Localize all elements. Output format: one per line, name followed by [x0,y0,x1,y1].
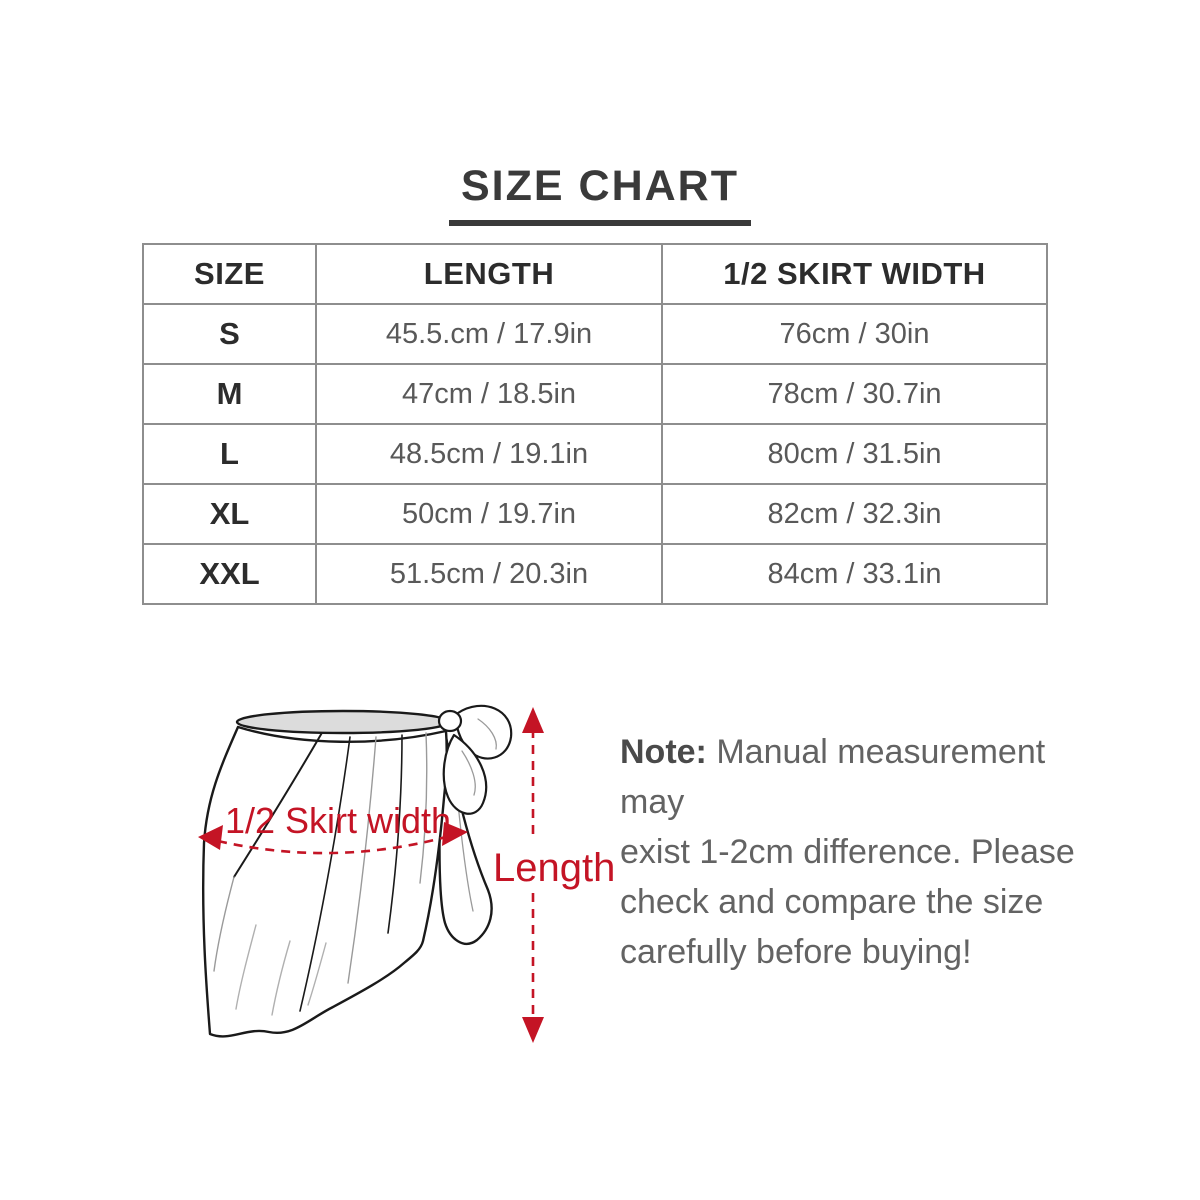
half-skirt-width-value: 80cm / 31.5in [662,424,1047,484]
half-skirt-width-value: 84cm / 33.1in [662,544,1047,604]
skirt-illustration [203,706,511,1037]
table-row [143,484,1047,544]
half-skirt-width-value: 82cm / 32.3in [662,484,1047,544]
half-skirt-width-value: 76cm / 30in [662,304,1047,364]
page-title: SIZE CHART [449,162,751,226]
length-value: 48.5cm / 19.1in [316,424,662,484]
size-value: XL [143,484,316,544]
size-value: S [143,304,316,364]
waistband [237,711,449,733]
title-wrap [0,162,1200,226]
note-line [620,727,1100,827]
table-row [143,424,1047,484]
length-value: 45.5.cm / 17.9in [316,304,662,364]
length-label: Length [493,846,616,890]
size-value: L [143,424,316,484]
size-value: XXL [143,544,316,604]
table-header-row [143,244,1047,304]
table-row [143,544,1047,604]
arrowhead-up [522,707,544,733]
length-value: 47cm / 18.5in [316,364,662,424]
col-header-size: SIZE [143,244,316,304]
size-table [142,243,1048,605]
knot [439,711,461,731]
size-value: M [143,364,316,424]
col-header-half-skirt-width: 1/2 SKIRT WIDTH [662,244,1047,304]
note-line: check and compare the size [620,883,1044,921]
measurement-note [620,727,1100,977]
note-text: Manual measurement may [620,733,1046,821]
skirt-measurement-diagram [190,693,620,1068]
length-value: 50cm / 19.7in [316,484,662,544]
arrowhead-down [522,1017,544,1043]
table-row [143,304,1047,364]
length-value: 51.5cm / 20.3in [316,544,662,604]
note-label: Note: [620,733,707,771]
note-line: exist 1-2cm difference. Please [620,833,1075,871]
col-header-length: LENGTH [316,244,662,304]
note-line: carefully before buying! [620,933,972,971]
table-row [143,364,1047,424]
half-skirt-width-label: 1/2 Skirt width [224,800,452,841]
half-skirt-width-value: 78cm / 30.7in [662,364,1047,424]
